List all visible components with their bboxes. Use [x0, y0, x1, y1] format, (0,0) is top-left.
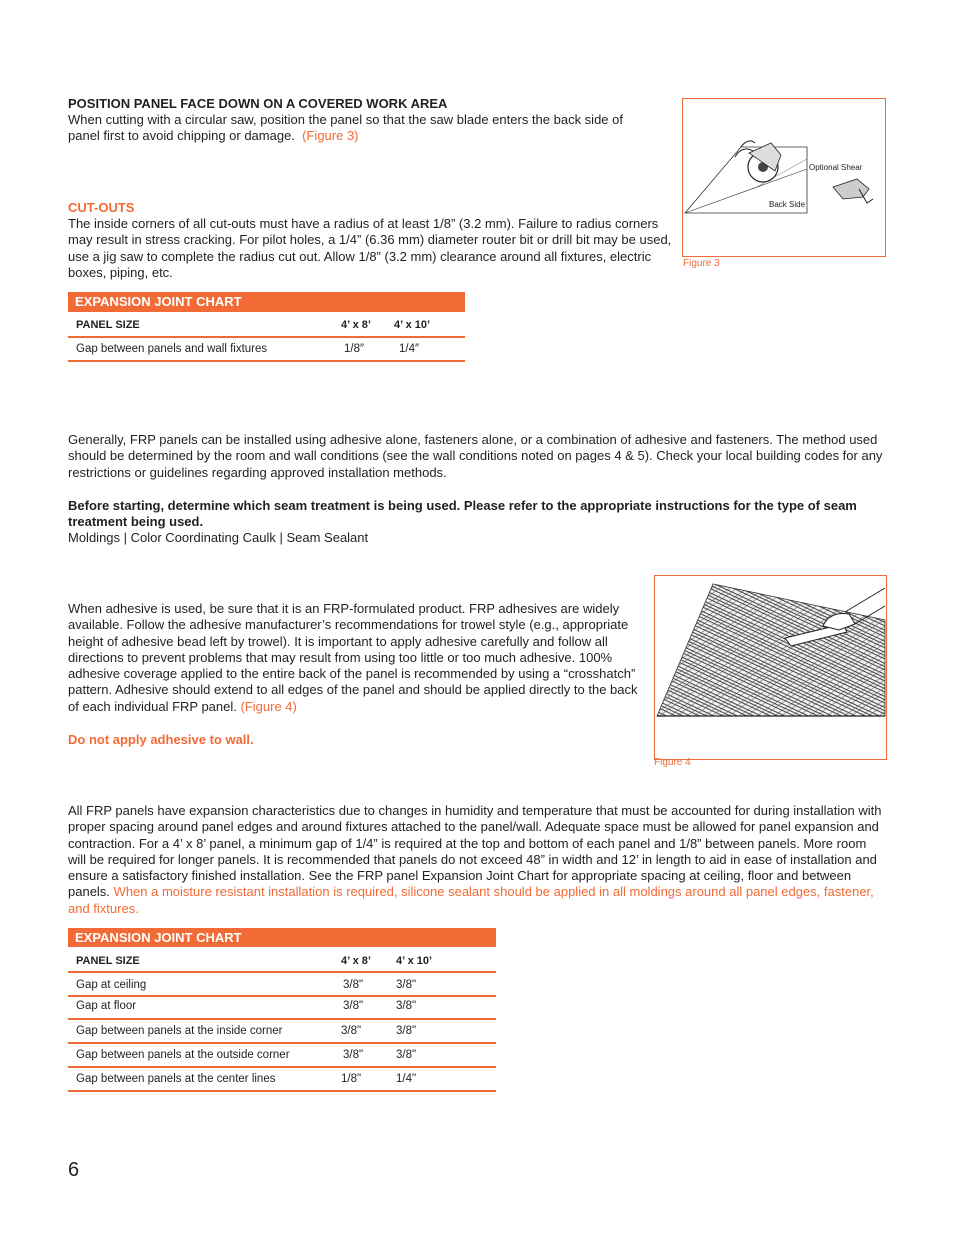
row-value-4x10: 3/8": [396, 1025, 417, 1037]
optional-shear-label: Optional Shear: [809, 163, 863, 172]
table-row: [68, 1020, 496, 1044]
row-value-4x8: 1/8": [341, 1073, 362, 1085]
chart-1-header-row: [68, 314, 465, 338]
table-row: [68, 338, 465, 362]
row-label: Gap between panels at the inside corner: [76, 1025, 283, 1037]
row-value-4x10: 1/4": [396, 1073, 417, 1085]
cutouts-text: The inside corners of all cut-outs must have a radius of at least 1/8” (3.2 mm). Failure to radius corners may result in stress cracking. For pilot holes, a 1/4” (6.36 mm) diameter router bit or drill bit may be used, use a jig saw to complete the radius cut out. Allow 1/8” (3.2 mm) clearance around all fixtures, electric boxes, piping, etc.: [68, 216, 672, 280]
row-value-4x10: 1/4″: [399, 343, 420, 355]
row-label: Gap between panels at the outside corner: [76, 1049, 290, 1061]
table-row: [68, 1068, 496, 1092]
position-panel-heading: POSITION PANEL FACE DOWN ON A COVERED WORK AREA: [68, 96, 448, 111]
table-row: [68, 997, 496, 1020]
position-panel-text: [68, 112, 658, 145]
expansion-joint-chart-2: [68, 928, 496, 1092]
row-value-4x8: 3/8": [343, 979, 364, 991]
chart-2-col-label: PANEL SIZE: [76, 955, 140, 967]
table-row: [68, 973, 496, 997]
page-number: 6: [68, 1159, 80, 1181]
row-value-4x8: 3/8": [341, 1025, 362, 1037]
figure-4-image: [654, 575, 887, 760]
chart-1-col-label: PANEL SIZE: [76, 319, 140, 331]
seam-treatment-note: Before starting, determine which seam treatment is being used. Please refer to the appropriate instructions for the type of seam treatment being used.: [68, 498, 857, 530]
figure-3-reference: (Figure 3): [302, 128, 359, 144]
chart-2-col1: 4’ x 8’: [341, 955, 371, 967]
expansion-text: [68, 803, 886, 917]
row-value-4x8: 3/8": [343, 1049, 364, 1061]
adhesive-text: [68, 601, 640, 715]
adhesive-body: When adhesive is used, be sure that it is an FRP-formulated product. FRP adhesives are widely available. Follow the adhesive manufacturer’s recommendations for trowel style (e.g., appropriate height of adhesive bead left by trowel). It is important to apply adhesive carefully and follow all directions to prevent problems that may result from using too little or too much adhesive. 100% adhesive coverage applied to the entire back of the panel is recommended by using a “crosshatch” pattern. Adhesive should extend to all edges of the panel and should be applied directly to the back of each individual FRP panel.: [68, 601, 638, 714]
adhesive-trowel-illustration: [655, 576, 886, 759]
figure-4-caption: Figure 4: [654, 757, 691, 768]
moisture-resistant-note: When a moisture resistant installation is required, silicone sealant should be applied in all moldings around all panel edges, fastener, and fixtures.: [68, 884, 874, 916]
expansion-joint-chart-1: [68, 292, 465, 362]
figure-3-image: [682, 98, 886, 257]
row-value-4x10: 3/8": [396, 979, 417, 991]
table-row: [68, 1044, 496, 1068]
chart-1-col1: 4’ x 8’: [341, 319, 371, 331]
expansion-body: All FRP panels have expansion characteristics due to changes in humidity and temperature that must be accounted for during installation with proper spacing around panel edges and around fixtures attached to the panel/wall. Adequate space must be allowed for panel expansion and contraction. For a 4’ x 8’ panel, a minimum gap of 1/4” is required at the top and bottom of each panel and 1/8” between panels. More room will be required for longer panels. It is recommended that panels do not exceed 48” in width and 12’ in length to aid in ease of installation and ensure a satisfactory finished installation. See the FRP panel Expansion Joint Chart for appropriate spacing at ceiling, floor and between panels.: [68, 803, 882, 900]
chart-2-title: EXPANSION JOINT CHART: [68, 928, 496, 947]
row-label: Gap between panels and wall fixtures: [76, 343, 268, 355]
cutouts-heading: CUT-OUTS: [68, 200, 135, 215]
back-side-label: Back Side: [769, 200, 806, 209]
position-panel-body: When cutting with a circular saw, position the panel so that the saw blade enters the back side of panel first to avoid chipping or damage.: [68, 112, 623, 144]
adhesive-warning: Do not apply adhesive to wall.: [68, 732, 254, 747]
row-value-4x10: 3/8": [396, 1000, 417, 1012]
row-label: Gap between panels at the center lines: [76, 1073, 276, 1085]
row-label: Gap at ceiling: [76, 979, 147, 991]
figure-3-caption: Figure 3: [683, 258, 720, 269]
row-label: Gap at floor: [76, 1000, 137, 1012]
row-value-4x8: 1/8″: [344, 343, 365, 355]
circular-saw-illustration: [683, 99, 885, 256]
row-value-4x10: 3/8": [396, 1049, 417, 1061]
seam-treatment-options: Moldings | Color Coordinating Caulk | Seam Sealant: [68, 530, 369, 545]
row-value-4x8: 3/8": [343, 1000, 364, 1012]
install-methods-text: Generally, FRP panels can be installed using adhesive alone, fasteners alone, or a combination of adhesive and fasteners. The method used should be determined by the room and wall conditions (see the wall conditions noted on pages 4 & 5). Check your local building codes for any restrictions or guidelines regarding approved installation methods.: [68, 432, 883, 480]
chart-1-title: EXPANSION JOINT CHART: [68, 292, 465, 312]
chart-1-col2: 4’ x 10’: [394, 319, 431, 331]
chart-2-header-row: [68, 949, 496, 973]
chart-2-col2: 4’ x 10’: [396, 955, 433, 967]
figure-4-reference: (Figure 4): [240, 698, 297, 714]
